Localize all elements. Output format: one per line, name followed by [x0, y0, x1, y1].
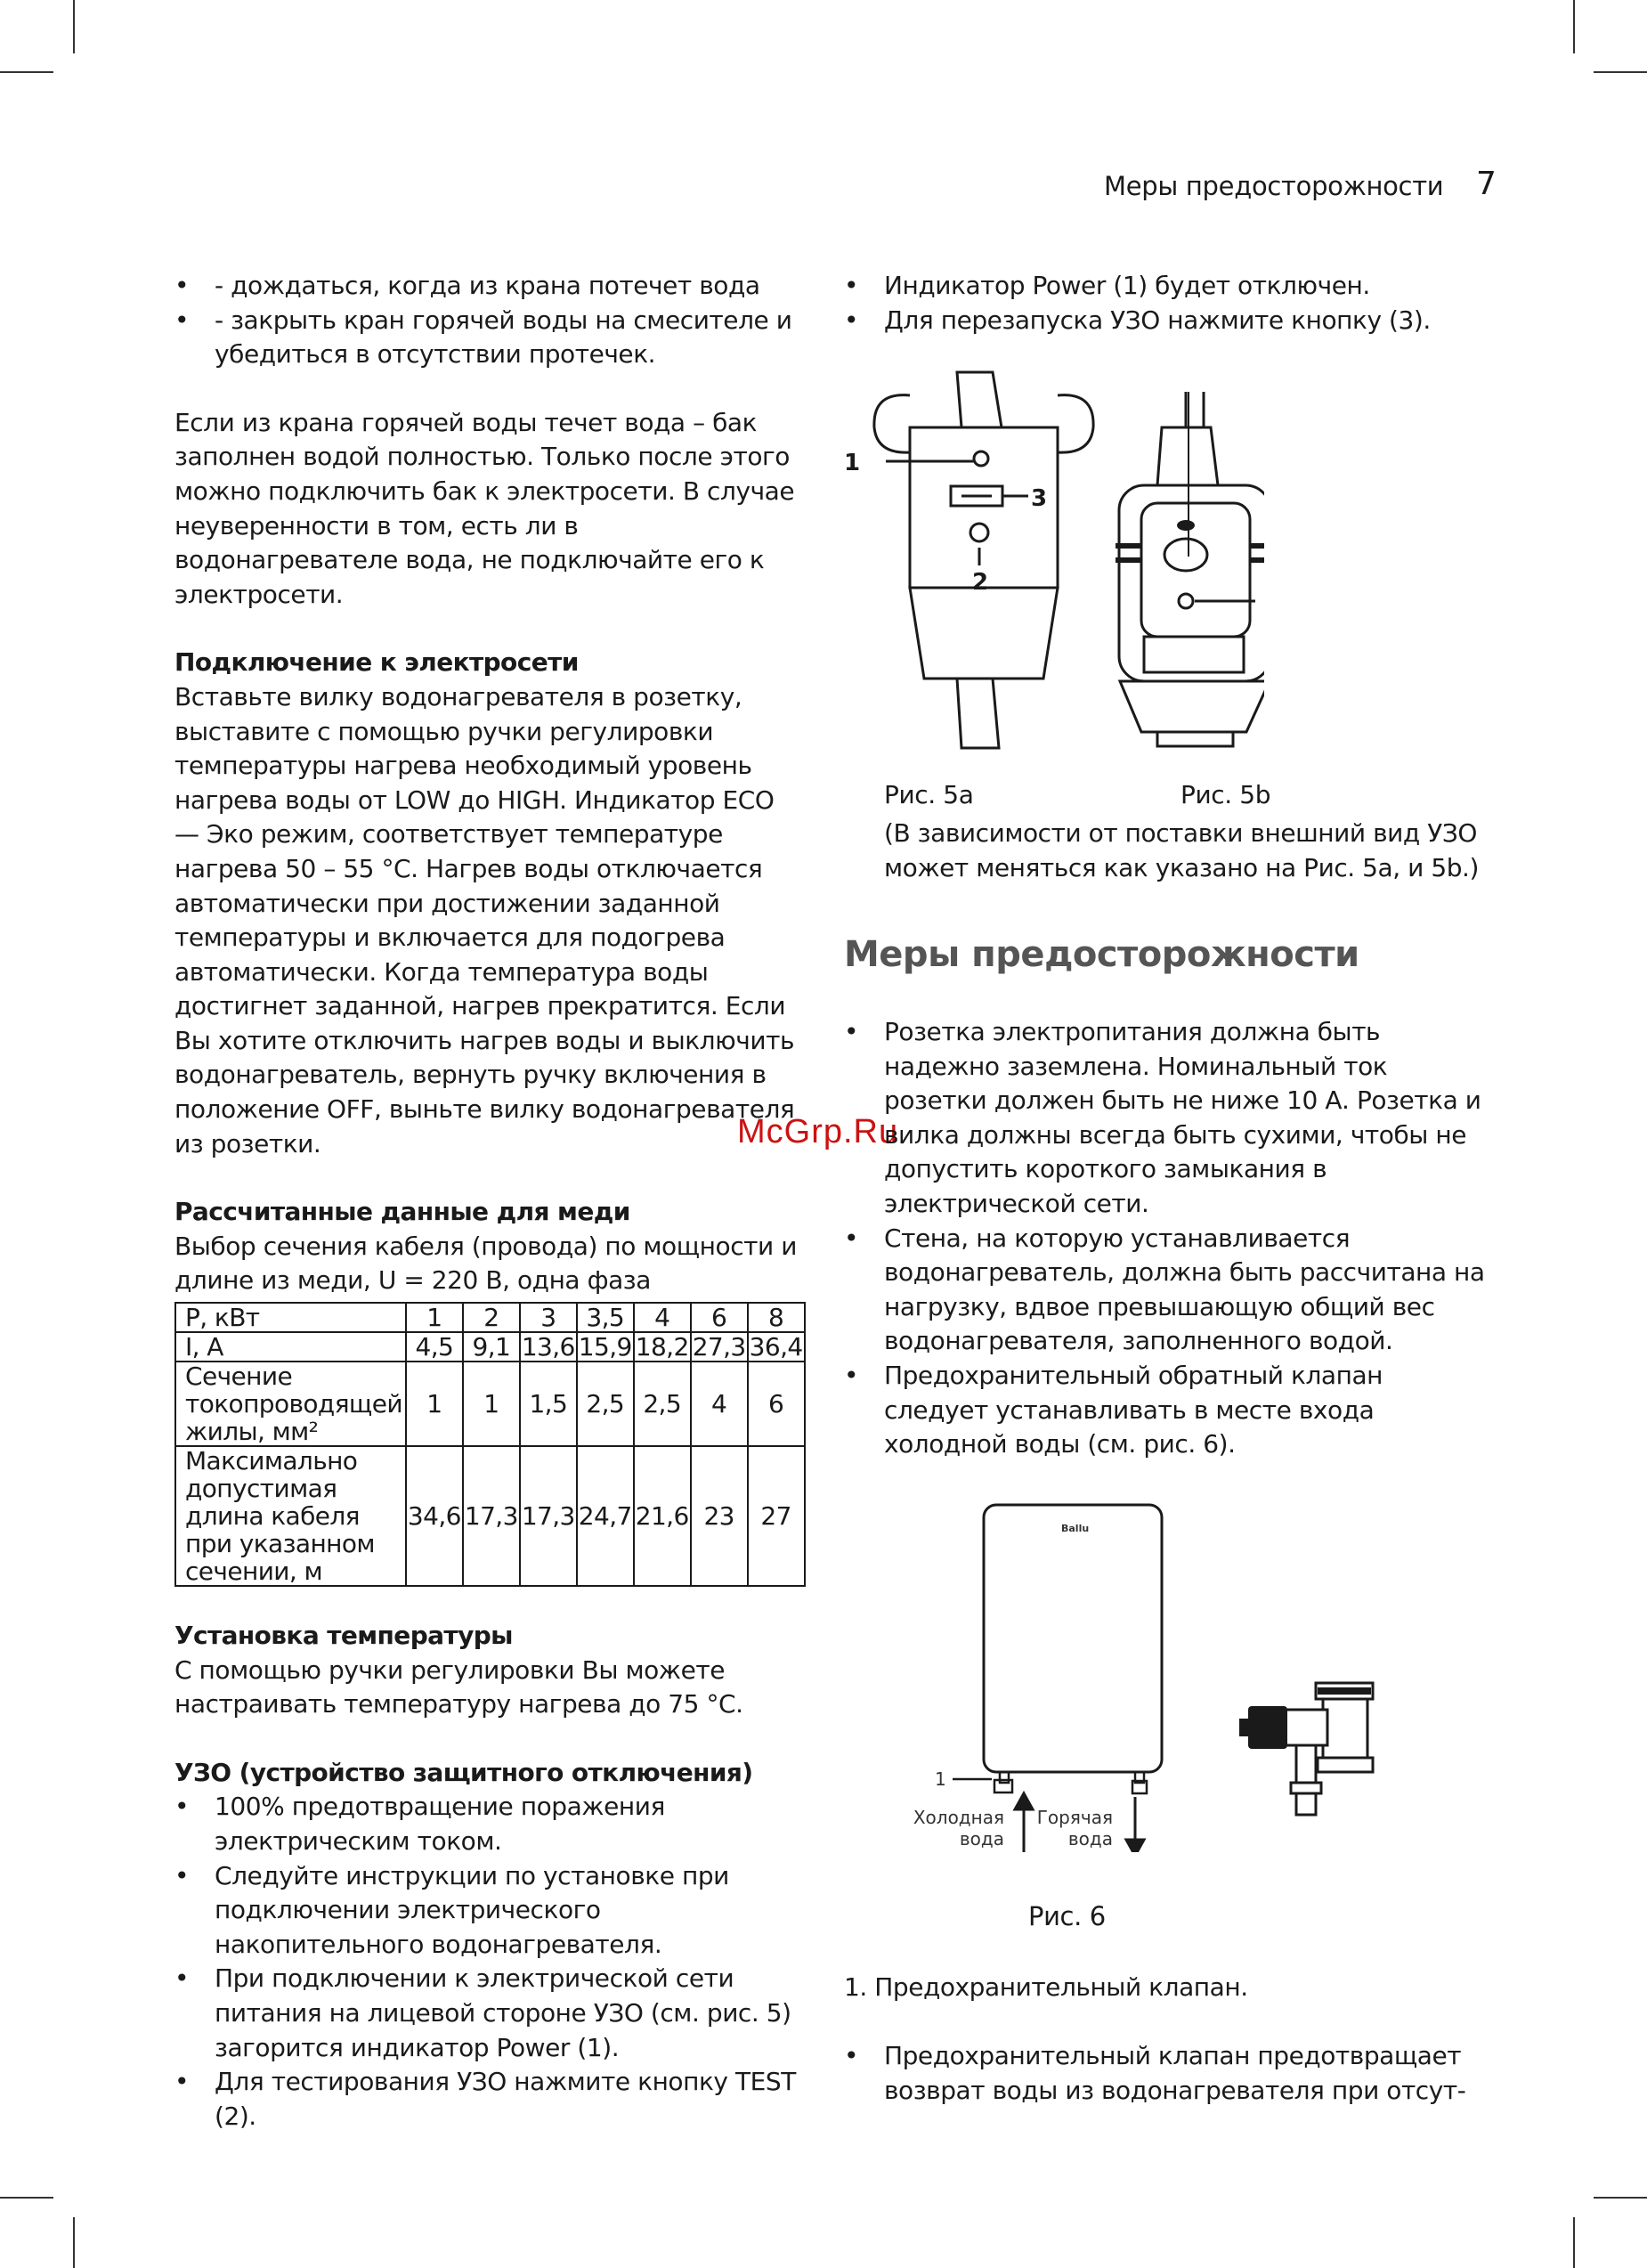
table-cell: 1: [406, 1362, 463, 1446]
table-cell: 6: [691, 1303, 748, 1332]
list-item: • Индикатор Power (1) будет отключен.: [844, 269, 1485, 304]
table-cell: 18,2: [635, 1332, 689, 1362]
intro-list: [174, 269, 801, 372]
page-number: 7: [1476, 166, 1497, 202]
table-cell: 3,5: [577, 1303, 634, 1332]
table-row: [175, 1303, 805, 1332]
crop-mark: [1594, 2197, 1647, 2199]
callout-2: 2: [972, 569, 989, 596]
list-item: • Розетка электропитания должна быть надежно заземлена. Номинальный ток розетки должен быть не ниже 10 А. Розетка и вилка должны всегда быть сухими, чтобы не допустить короткого замыкания в электрической сети.: [844, 1015, 1485, 1222]
list-item: • При подключении к электрической сети питания на лицевой стороне УЗО (см. рис. 5) загорится индикатор Power (1).: [174, 1962, 801, 2065]
crop-mark: [0, 71, 53, 73]
figure-6-heater-and-valve: [899, 1496, 1460, 1852]
cold-water-label-1: Холодная: [913, 1807, 1004, 1828]
precautions-column: [844, 1015, 1485, 1462]
list-item: • Для тестирования УЗО нажмите кнопку TEST (2).: [174, 2065, 801, 2134]
right-top-bullets: [844, 269, 1485, 337]
running-header: Меры предосторожности: [1104, 171, 1444, 201]
hot-water-label-1: Горячая: [1036, 1807, 1113, 1828]
crop-mark: [1594, 71, 1647, 73]
paragraph-connection: Вставьте вилку водонагревателя в розетку, выставите с помощью ручки регулировки температуры нагрева необходимый уровень нагрева воды от LOW до HIGH. Индикатор ECO — Эко режим, соответствует температуре нагрева 50 – 55 °С. Нагрев воды отключается автоматически при достижении заданной температуры и включается для подогрева автоматически. Когда температура воды достигнет заданной, нагрев прекратится. Если Вы хотите отключить нагрев воды и выключить водонагреватель, вернуть ручку включения в положение OFF, выньте вилку водонагревателя из розетки.: [174, 681, 795, 1158]
crop-mark: [0, 2197, 53, 2199]
last-bullet-column: [844, 2039, 1485, 2108]
paragraph-temperature: С помощью ручки регулировки Вы можете настраивать температуру нагрева до 75 °С.: [174, 1654, 743, 1719]
hot-water-label-2: вода: [1067, 1828, 1113, 1849]
figure-5-rcd-drawings: [837, 356, 1264, 766]
table-cell: 1,5: [520, 1362, 577, 1446]
list-item: • - дождаться, когда из крана потечет вода: [174, 269, 801, 304]
watermark: McGrp.Ru: [737, 1113, 899, 1150]
list-item: • Предохранительный обратный клапан следует устанавливать в месте входа холодной воды (см. рис. 6).: [844, 1359, 1485, 1462]
copper-table: [174, 1302, 806, 1587]
table-cell: 3: [520, 1303, 577, 1332]
table-cell: 4,5: [406, 1332, 463, 1362]
fig6-callout-1: 1: [935, 1768, 946, 1790]
table-cell: 23: [691, 1446, 748, 1586]
list-item: • Стена, на которую устанавливается водонагреватель, должна быть рассчитана на нагрузку, вдвое превышающую общий вес водонагревателя, заполненного водой.: [844, 1222, 1485, 1359]
table-cell: 27,3: [692, 1332, 746, 1362]
table-cell: Сечение токопроводящей жилы, мм²: [175, 1362, 406, 1446]
cold-water-label-2: вода: [959, 1828, 1004, 1849]
callout-3: 3: [1031, 485, 1048, 512]
paragraph-filled: Если из крана горячей воды течет вода – бак заполнен водой полностью. Только после этого можно подключить бак к электросети. В случае неуверенности в том, есть ли в водонагревателе вода, не подключайте его к электросети.: [174, 407, 795, 609]
table-cell: 6: [748, 1362, 805, 1446]
fig-6-caption: Рис. 6: [1028, 1901, 1106, 1931]
table-cell: 13,6: [521, 1332, 575, 1362]
precautions-list: [844, 1015, 1485, 1462]
list-item: • - закрыть кран горячей воды на смесителе и убедиться в отсутствии протечек.: [174, 304, 801, 372]
table-cell: 2,5: [577, 1362, 634, 1446]
table-cell: 21,6: [634, 1446, 691, 1586]
table-row: [175, 1446, 805, 1586]
table-cell: 27: [748, 1446, 805, 1586]
list-item: • Для перезапуска УЗО нажмите кнопку (3).: [844, 304, 1485, 338]
table-cell: 2,5: [634, 1362, 691, 1446]
table-cell: I, А: [175, 1332, 406, 1362]
fig-5b-label: Рис. 5b: [1180, 780, 1271, 809]
fig-5a-label: Рис. 5a: [884, 780, 974, 809]
table-cell: 8: [748, 1303, 805, 1332]
crop-mark: [73, 0, 75, 53]
brand-logo: Ballu: [1061, 1523, 1090, 1534]
table-cell: 4: [691, 1362, 748, 1446]
table-cell: 2: [463, 1303, 520, 1332]
list-item: • Предохранительный клапан предотвращает возврат воды из водонагревателя при отсут-: [844, 2039, 1485, 2108]
heading-connection: Подключение к электросети: [174, 647, 579, 678]
callout-1: 1: [844, 450, 861, 476]
table-row: [175, 1362, 805, 1446]
rcd-list: [174, 1790, 801, 2134]
crop-mark: [1573, 0, 1575, 53]
list-item: • 100% предотвращение поражения электрическим током.: [174, 1790, 801, 1858]
table-cell: 1: [406, 1303, 463, 1332]
table-cell: P, кВт: [175, 1303, 406, 1332]
table-cell: 17,3: [463, 1446, 520, 1586]
heading-copper: Рассчитанные данные для меди: [174, 1197, 630, 1227]
table-row: [175, 1332, 805, 1362]
table-cell: 1: [463, 1362, 520, 1446]
crop-mark: [1573, 2217, 1575, 2268]
heading-temperature: Установка температуры: [174, 1621, 513, 1651]
table-cell: 17,3: [520, 1446, 577, 1586]
table-cell: Максимально допустимая длина кабеля при указанном сечении, м: [175, 1446, 406, 1586]
valve-list: [844, 2039, 1485, 2108]
list-item: • Следуйте инструкции по установке при подключении электрического накопительного водонагревателя.: [174, 1859, 801, 1963]
table-cell: 9,1: [463, 1332, 520, 1362]
heading-rcd: УЗО (устройство защитного отключения): [174, 1757, 753, 1787]
table-cell: 15,9: [578, 1332, 632, 1362]
paragraph-copper: Выбор сечения кабеля (провода) по мощности и длине из меди, U = 220 В, одна фаза: [174, 1231, 797, 1296]
fig-5-note: (В зависимости от поставки внешний вид УЗО может меняться как указано на Рис. 5a, и 5b.): [884, 818, 1479, 882]
crop-mark: [73, 2217, 75, 2268]
numbered-item: 1. Предохранительный клапан.: [844, 1972, 1248, 2002]
table-cell: 24,7: [577, 1446, 634, 1586]
table-cell: 36,4: [749, 1332, 803, 1362]
section-title: Меры предосторожности: [844, 934, 1359, 975]
left-column: [174, 269, 801, 2134]
rcd-continued-list: [844, 269, 1485, 337]
table-cell: 4: [634, 1303, 691, 1332]
table-cell: 34,6: [406, 1446, 463, 1586]
